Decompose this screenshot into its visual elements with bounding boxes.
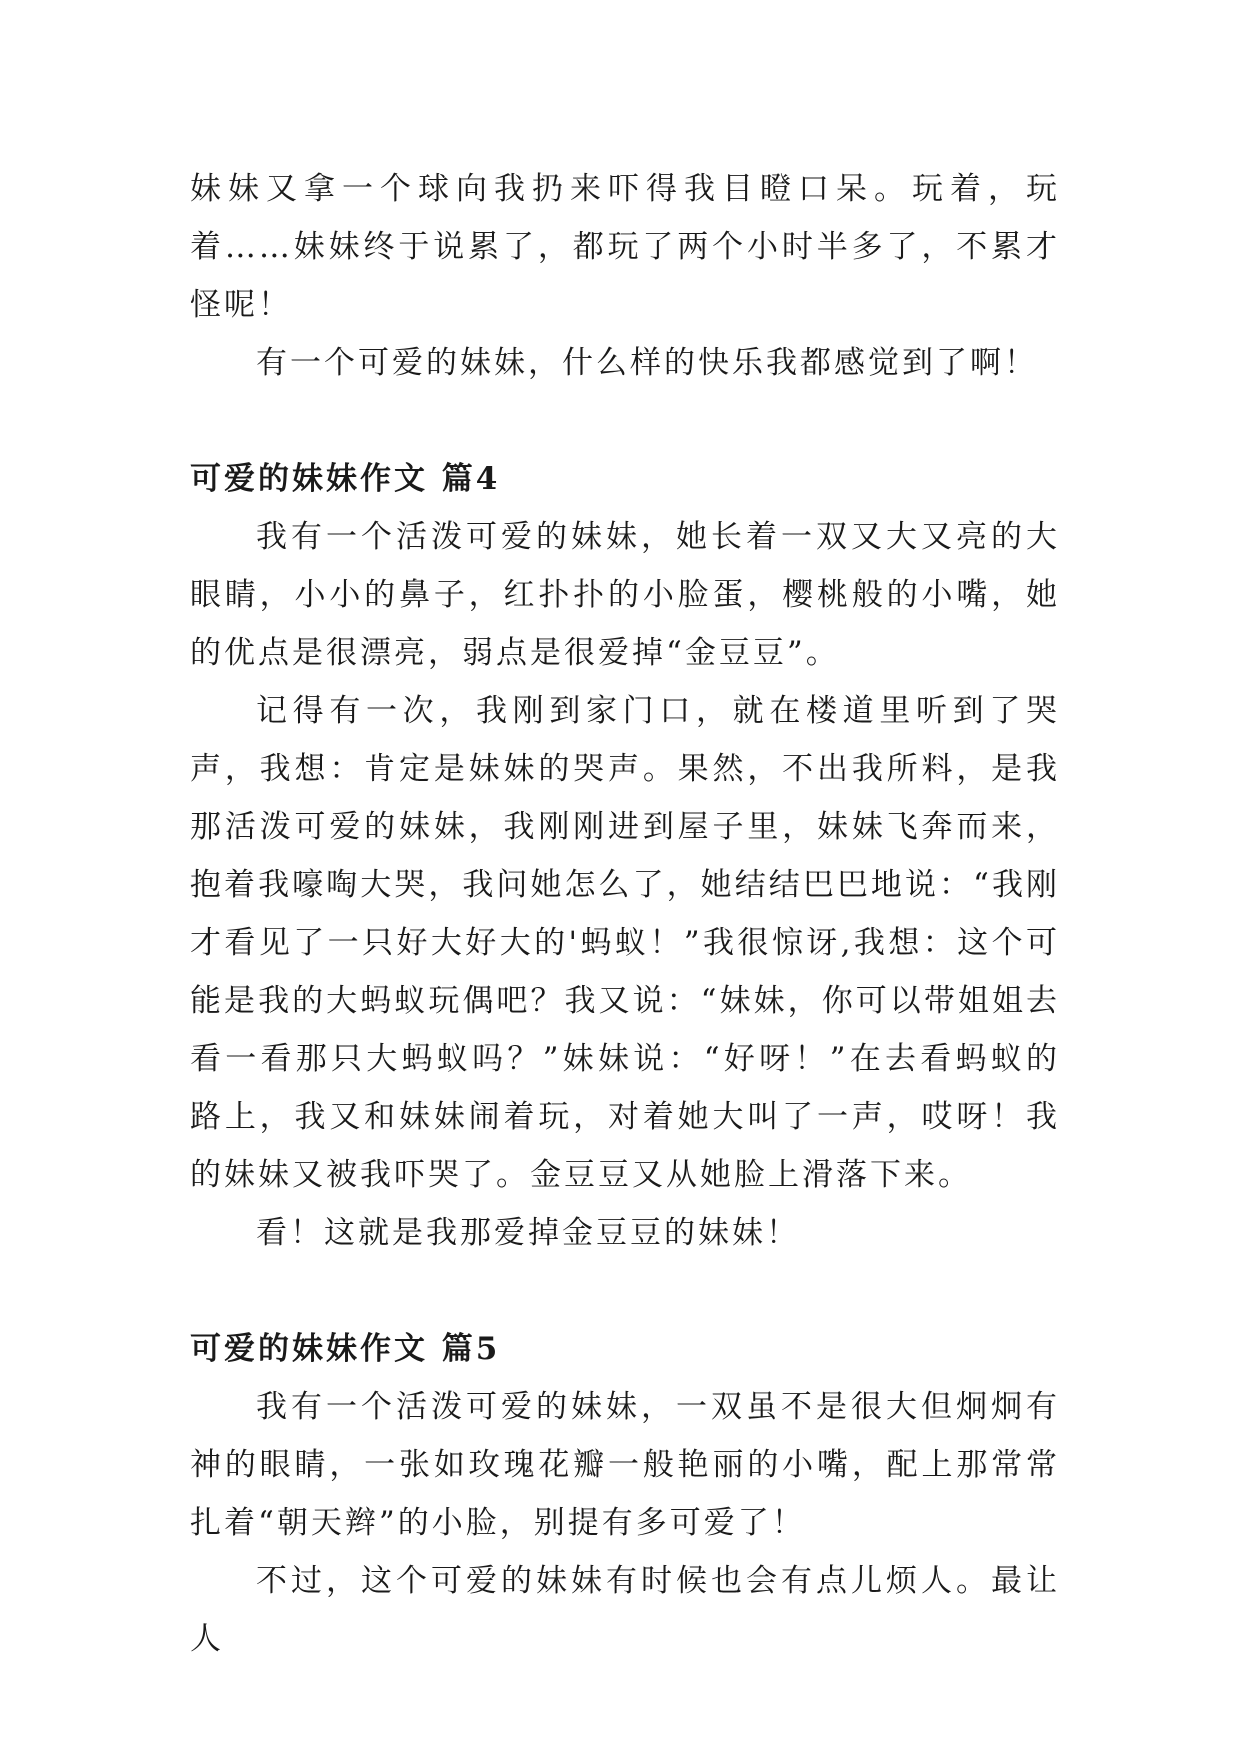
section-5-paragraph-1: 我有一个活泼可爱的妹妹，一双虽不是很大但炯炯有神的眼睛，一张如玫瑰花瓣一般艳丽的小嘴，配上那常常扎着“朝天辫”的小脸，别提有多可爱了！ (190, 1389, 1060, 1541)
paragraph-intro-1: 妹妹又拿一个球向我扔来吓得我目瞪口呆。玩着，玩着……妹妹终于说累了，都玩了两个小时半多了，不累才怪呢！ (190, 171, 1060, 323)
section-4-title: 可爱的妹妹作文 篇4 (190, 461, 501, 497)
paragraph-intro-2: 有一个可爱的妹妹，什么样的快乐我都感觉到了啊！ (256, 345, 1038, 381)
section-5-title: 可爱的妹妹作文 篇5 (190, 1331, 501, 1367)
document-page (190, 160, 1060, 1668)
section-4-paragraph-3: 看！这就是我那爱掉金豆豆的妹妹！ (256, 1215, 800, 1251)
section-gap (190, 392, 1060, 450)
section-4-paragraph-2: 记得有一次，我刚到家门口，就在楼道里听到了哭声，我想：肯定是妹妹的哭声。果然，不出我所料，是我那活泼可爱的妹妹，我刚刚进到屋子里，妹妹飞奔而来，抱着我嚎啕大哭，我问她怎么了，她结结巴巴地说：“我刚才看见了一只好大好大的'蚂蚁！”我很惊讶,我想：这个可能是我的大蚂蚁玩偶吧？我又说：“妹妹，你可以带姐姐去看一看那只大蚂蚁吗？”妹妹说：“好呀！”在去看蚂蚁的路上，我又和妹妹闹着玩，对着她大叫了一声，哎呀！我的妹妹又被我吓哭了。金豆豆又从她脸上滑落下来。 (190, 693, 1060, 1193)
section-5-paragraph-2: 不过，这个可爱的妹妹有时候也会有点儿烦人。最让人 (190, 1563, 1060, 1657)
section-gap (190, 1262, 1060, 1320)
section-4-paragraph-1: 我有一个活泼可爱的妹妹，她长着一双又大又亮的大眼睛，小小的鼻子，红扑扑的小脸蛋，樱桃般的小嘴，她的优点是很漂亮，弱点是很爱掉“金豆豆”。 (190, 519, 1060, 671)
